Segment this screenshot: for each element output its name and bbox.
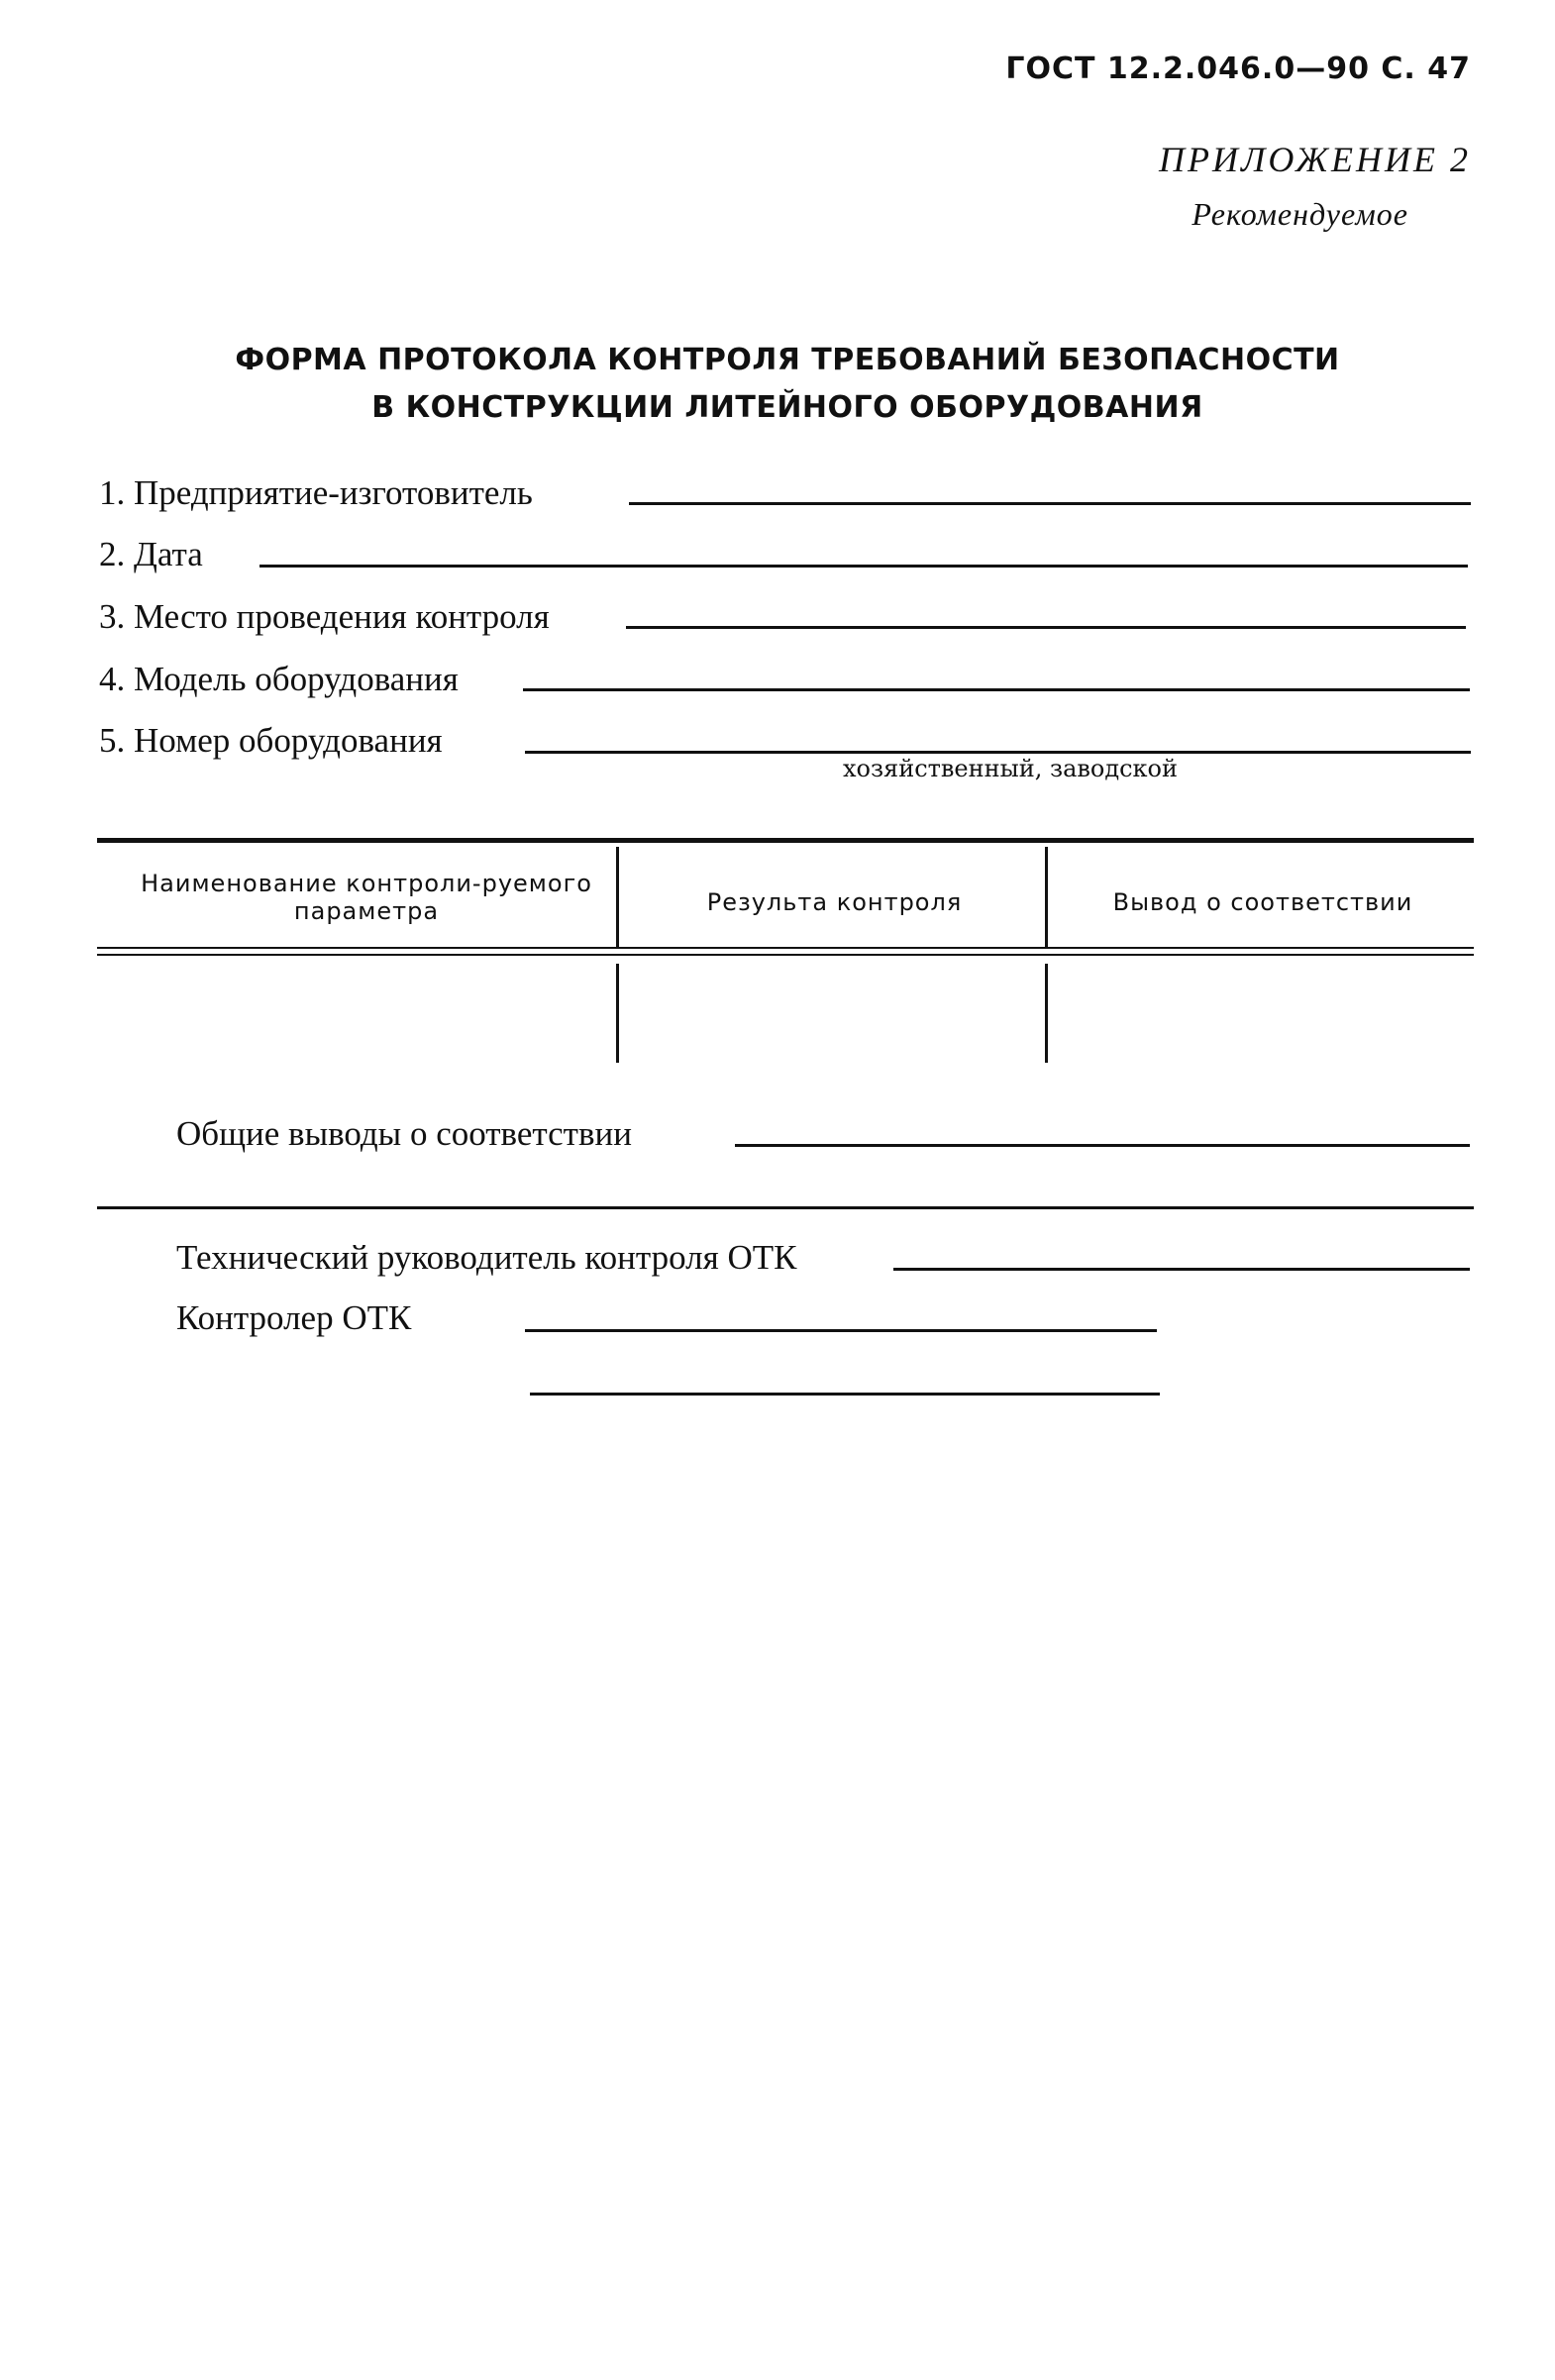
field-line-equipment-model[interactable] <box>523 688 1470 691</box>
equipment-number-hint: хозяйственный, заводской <box>842 755 1178 782</box>
table-divider-2-body <box>1045 964 1048 1063</box>
controller-signature-line-1[interactable] <box>525 1329 1157 1332</box>
form-title-line-2: В КОНСТРУКЦИИ ЛИТЕЙНОГО ОБОРУДОВАНИЯ <box>371 390 1203 425</box>
technical-manager-signature-line[interactable] <box>893 1268 1470 1271</box>
field-line-date[interactable] <box>259 565 1468 568</box>
standard-number: ГОСТ 12.2.046.0—90 С. 47 <box>1005 52 1471 86</box>
column-header-result: Результа контроля <box>706 888 963 916</box>
table-divider-1-body <box>616 964 619 1063</box>
field-label-date: 2. Дата <box>99 535 203 573</box>
column-header-conclusion: Вывод о соответствии <box>1112 888 1413 916</box>
section-divider <box>97 1206 1474 1209</box>
table-divider-2-header <box>1045 847 1048 949</box>
field-line-inspection-place[interactable] <box>626 626 1466 629</box>
controller-signature-line-2[interactable] <box>530 1393 1160 1396</box>
table-header-rule-1 <box>97 947 1474 949</box>
field-label-equipment-number: 5. Номер оборудования <box>99 721 443 760</box>
general-conclusions-label: Общие выводы о соответствии <box>176 1114 632 1153</box>
column-header-parameter: Наименование контроли-руемого параметра <box>141 870 592 925</box>
field-line-manufacturer[interactable] <box>629 502 1471 505</box>
form-title <box>99 337 1476 432</box>
table-top-rule <box>97 838 1474 843</box>
general-conclusions-line[interactable] <box>735 1144 1470 1147</box>
appendix-status: Рекомендуемое <box>1192 196 1408 232</box>
field-label-inspection-place: 3. Место проведения контроля <box>99 597 550 636</box>
technical-manager-label: Технический руководитель контроля ОТК <box>176 1238 797 1277</box>
table-header-rule-2 <box>97 954 1474 956</box>
appendix-title: ПРИЛОЖЕНИЕ 2 <box>1159 140 1471 179</box>
controller-label: Контролер ОТК <box>176 1298 412 1337</box>
table-divider-1-header <box>616 847 619 949</box>
field-line-equipment-number[interactable] <box>525 751 1471 754</box>
field-label-equipment-model: 4. Модель оборудования <box>99 660 459 698</box>
field-label-manufacturer: 1. Предприятие-изготовитель <box>99 473 533 512</box>
form-title-line-1: ФОРМА ПРОТОКОЛА КОНТРОЛЯ ТРЕБОВАНИЙ БЕЗОПАСНОСТИ <box>235 343 1340 377</box>
